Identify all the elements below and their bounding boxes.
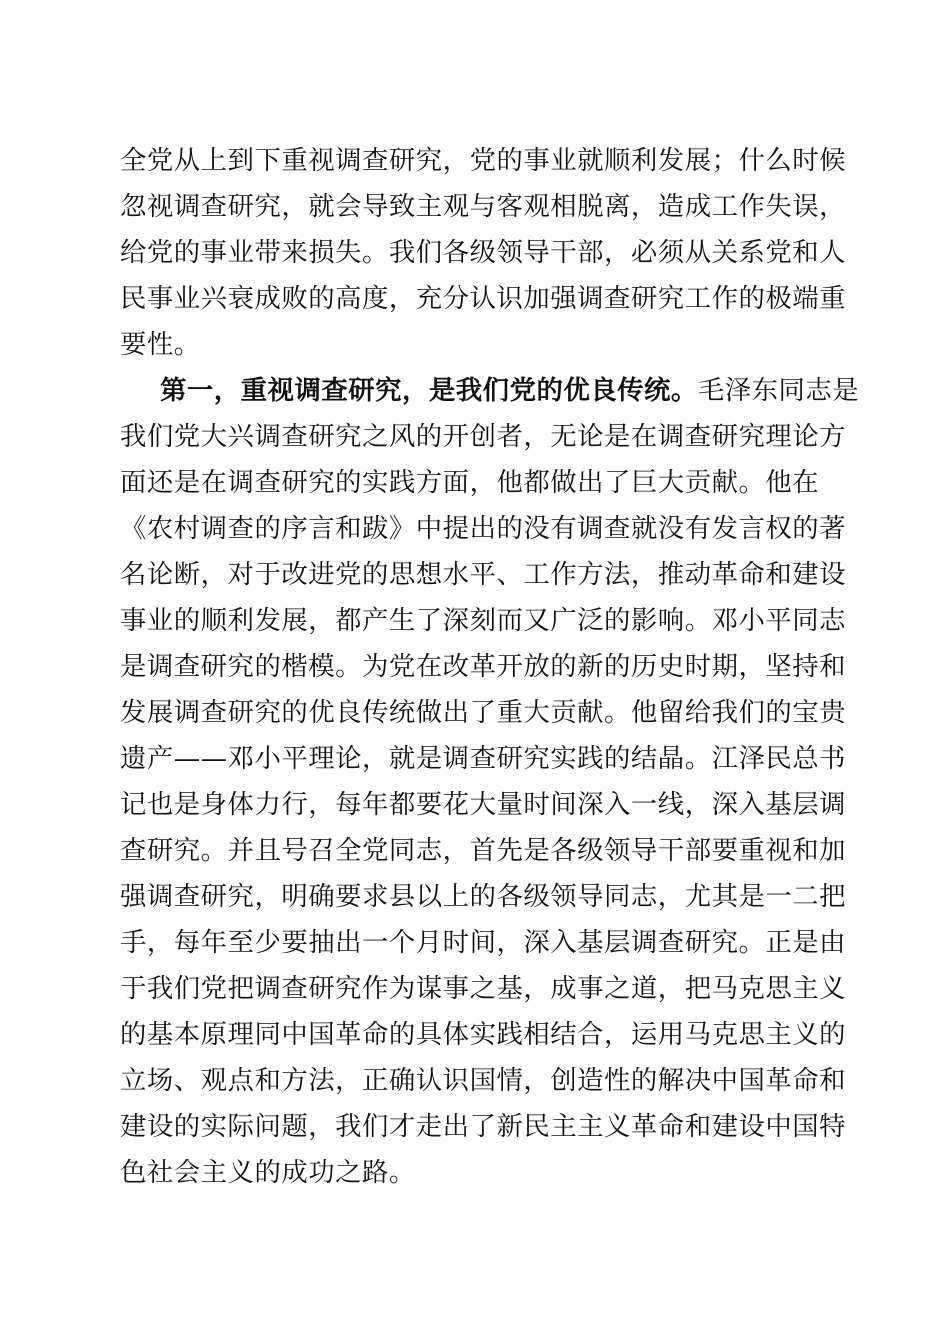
text-line: 强调查研究，明确要求县以上的各级领导同志，尤其是一二把 [120,881,847,912]
text-line: 遗产——邓小平理论，就是调查研究实践的结晶。江泽民总书 [120,743,847,774]
text-line: 忽视调查研究，就会导致主观与客观相脱离，造成工作失误， [120,191,847,222]
text-line: 要性。 [120,329,201,360]
text-line: 记也是身体力行，每年都要花大量时间深入一线，深入基层调 [120,789,847,820]
text-line: 给党的事业带来损失。我们各级领导干部，必须从关系党和人 [120,237,847,268]
text-line: 民事业兴衰成败的高度，充分认识加强调查研究工作的极端重 [120,283,847,314]
section-heading: 第一，重视调查研究，是我们党的优良传统。 [160,375,698,406]
text-line: 《农村调查的序言和跋》中提出的没有调查就没有发言权的著 [120,513,847,544]
text-line: 发展调查研究的优良传统做出了重大贡献。他留给我们的宝贵 [120,697,847,728]
text-line: 的基本原理同中国革命的具体实践相结合，运用马克思主义的 [120,1019,847,1050]
paragraph-1 [120,138,847,368]
text-line: 查研究。并且号召全党同志，首先是各级领导干部要重视和加 [120,835,847,866]
first-line-rest: 毛泽东同志是 [697,375,860,406]
text-line: 于我们党把调查研究作为谋事之基，成事之道，把马克思主义 [120,973,847,1004]
paragraph-first-line [120,368,860,414]
text-line: 建设的实际问题，我们才走出了新民主主义革命和建设中国特 [120,1111,847,1142]
body-text [120,138,860,1196]
text-line: 事业的顺利发展，都产生了深刻而又广泛的影响。邓小平同志 [120,605,847,636]
text-line: 是调查研究的楷模。为党在改革开放的新的历史时期，坚持和 [120,651,847,682]
text-line: 立场、观点和方法，正确认识国情，创造性的解决中国革命和 [120,1065,847,1096]
text-line: 色社会主义的成功之路。 [120,1157,416,1188]
text-line: 全党从上到下重视调查研究，党的事业就顺利发展；什么时候 [120,145,847,176]
text-line: 手，每年至少要抽出一个月时间，深入基层调查研究。正是由 [120,927,847,958]
text-line: 我们党大兴调查研究之风的开创者，无论是在调查研究理论方 [120,421,847,452]
text-line: 面还是在调查研究的实践方面，他都做出了巨大贡献。他在 [120,467,820,498]
paragraph-2 [120,368,860,1196]
text-line: 名论断，对于改进党的思想水平、工作方法，推动革命和建设 [120,559,847,590]
